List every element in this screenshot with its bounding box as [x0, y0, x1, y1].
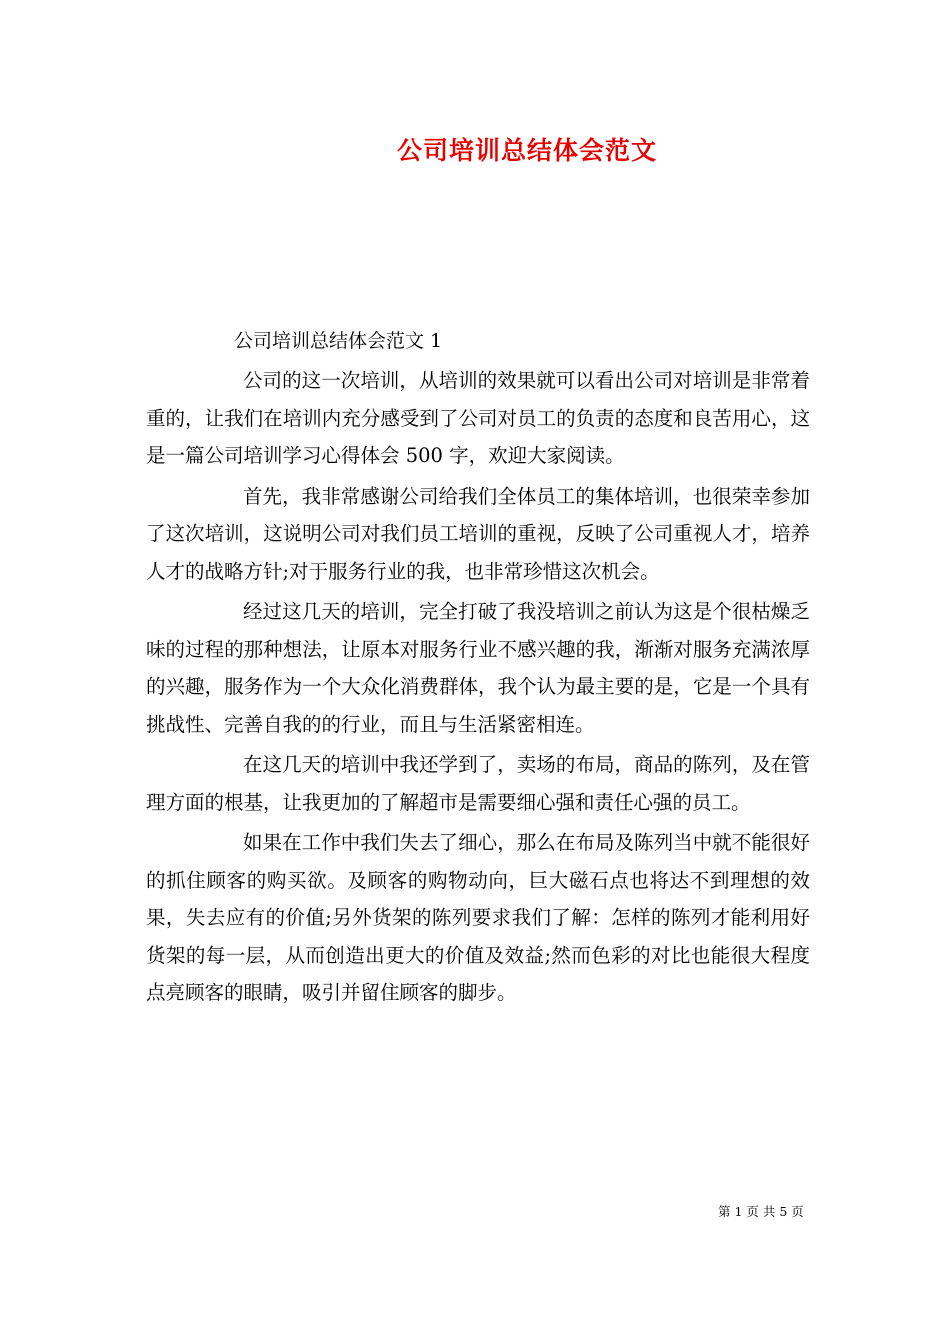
section-heading: 公司培训总结体会范文 1: [234, 330, 443, 352]
paragraph: 首先，我非常感谢公司给我们全体员工的集体培训，也很荣幸参加了这次培训，这说明公司对我们员工培训的重视，反映了公司重视人才，培养人才的战略方针;对于服务行业的我，也非常珍惜这次机会。: [146, 484, 810, 583]
document-title: 公司培训总结体会范文: [396, 136, 657, 165]
page-footer: 第 1 页 共 5 页: [718, 1204, 804, 1219]
paragraph: 经过这几天的培训，完全打破了我没培训之前认为这是个很枯燥乏味的过程的那种想法，让原本对服务行业不感兴趣的我，渐渐对服务充满浓厚的兴趣，服务作为一个大众化消费群体，我个认为最主要的是，它是一个具有挑战性、完善自我的的行业，而且与生活紧密相连。: [146, 600, 810, 736]
paragraph: 公司的这一次培训，从培训的效果就可以看出公司对培训是非常着重的，让我们在培训内充分感受到了公司对员工的负责的态度和良苦用心，这是一篇公司培训学习心得体会 500 字，欢迎大家阅读。: [146, 369, 810, 467]
paragraph: 如果在工作中我们失去了细心，那么在布局及陈列当中就不能很好的抓住顾客的购买欲。及顾客的购物动向，巨大磁石点也将达不到理想的效果，失去应有的价值;另外货架的陈列要求我们了解：怎样的陈列才能利用好货架的每一层，从而创造出更大的价值及效益;然而色彩的对比也能很大程度点亮顾客的眼睛，吸引并留住顾客的脚步。: [146, 831, 810, 1004]
document-body: [146, 362, 810, 1015]
paragraph: 在这几天的培训中我还学到了，卖场的布局，商品的陈列，及在管理方面的根基，让我更加的了解超市是需要细心强和责任心强的员工。: [146, 753, 810, 814]
